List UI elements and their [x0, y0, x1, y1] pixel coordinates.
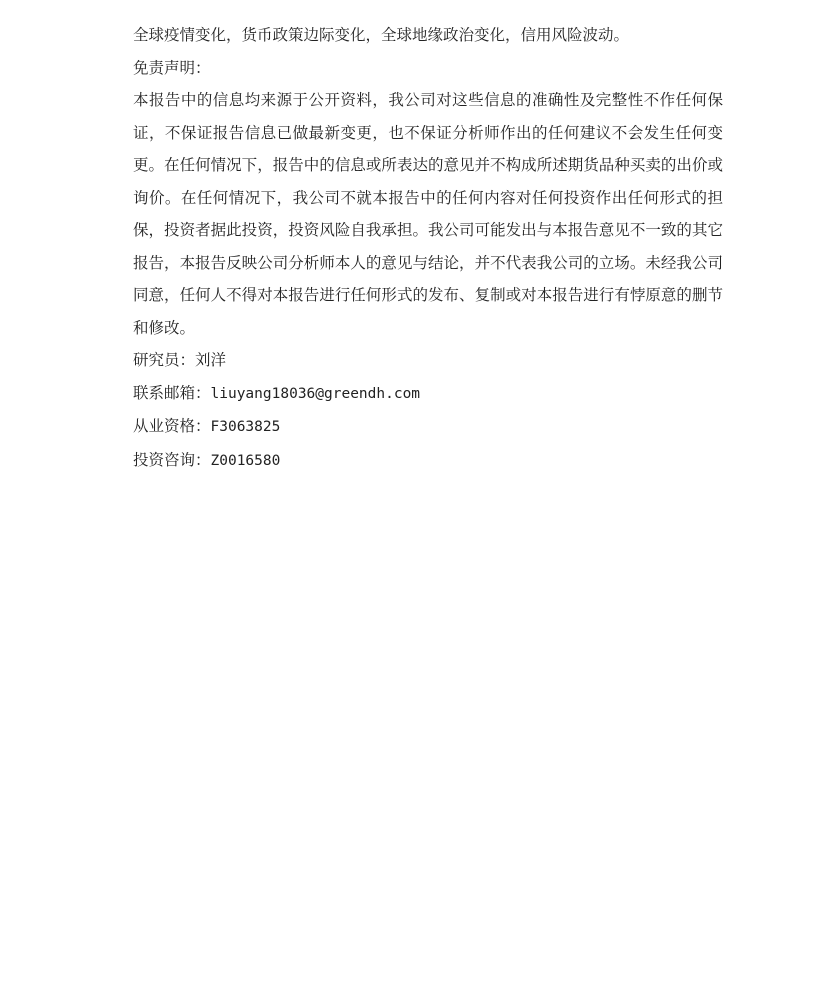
- disclaimer-heading: 免责声明：: [133, 58, 211, 77]
- risk-factors-line: 全球疫情变化，货币政策边际变化，全球地缘政治变化，信用风险波动。: [133, 26, 630, 44]
- qualification-number: F3063825: [210, 419, 281, 435]
- email-label: 联系邮箱：: [133, 383, 211, 402]
- consulting-row: [133, 444, 723, 478]
- email-row: [133, 377, 723, 411]
- qualification-label: 从业资格：: [133, 417, 211, 435]
- email-address: liuyang18036@greendh.com: [210, 385, 421, 402]
- researcher-label: 研究员：: [133, 351, 196, 369]
- disclaimer-paragraph: 本报告中的信息均来源于公开资料，我公司对这些信息的准确性及完整性不作任何保证，不保证报告信息已做最新变更，也不保证分析师作出的任何建议不会发生任何变更。在任何情况下，报告中的信息或所表达的意见并不构成所述期货品种买卖的出价或询价。在任何情况下，我公司不就本报告中的任何内容对任何投资作出任何形式的担保，投资者据此投资，投资风险自我承担。我公司可能发出与本报告意见不一致的其它报告，本报告反映公司分析师本人的意见与结论，并不代表我公司的立场。未经我公司同意，任何人不得对本报告进行任何形式的发布、复制或对本报告进行有悖原意的删节和修改。: [133, 91, 723, 337]
- researcher-name: 刘洋: [195, 351, 227, 369]
- document-body: [133, 19, 723, 477]
- consulting-number: Z0016580: [210, 452, 281, 469]
- qualification-row: [133, 410, 723, 444]
- consulting-label: 投资咨询：: [133, 450, 211, 469]
- researcher-row: [133, 344, 723, 377]
